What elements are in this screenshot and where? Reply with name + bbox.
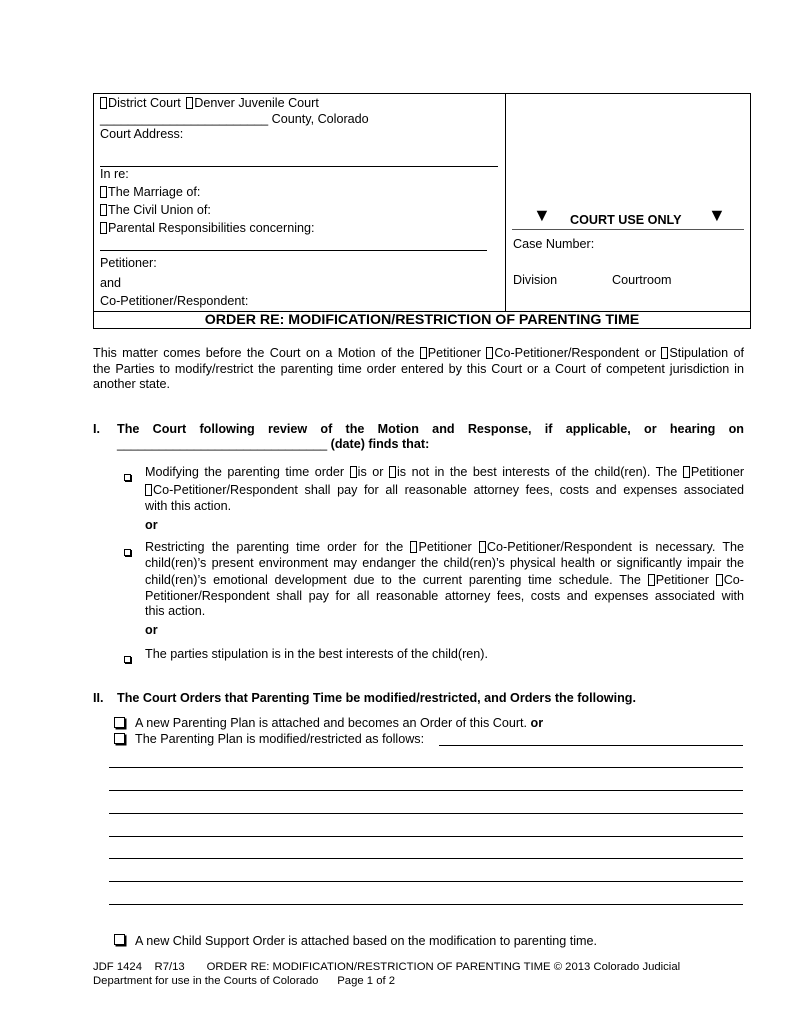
finding-2-text: Restricting the parenting time order for the	[145, 540, 404, 554]
finding-1-line-1	[145, 465, 744, 479]
case-number-label: Case Number:	[513, 237, 595, 251]
modification-line[interactable]	[109, 858, 743, 859]
new-plan-row	[135, 716, 543, 730]
child-support-checkbox[interactable]	[114, 934, 125, 945]
marriage-checkbox[interactable]	[100, 186, 107, 198]
petitioner-label: Petitioner:	[100, 256, 157, 270]
juvenile-court-checkbox[interactable]	[186, 97, 193, 109]
modification-line[interactable]	[109, 904, 743, 905]
finding-2-line-5: this action.	[145, 604, 206, 618]
footer-line-1: JDF 1424 R7/13 ORDER RE: MODIFICATION/RESTRICTION OF PARENTING TIME © 2013 Colorado Judicial	[93, 961, 681, 973]
modified-plan-label: The Parenting Plan is modified/restricted as follows:	[135, 732, 425, 746]
finding-1-is-checkbox[interactable]	[350, 466, 357, 478]
finding-2-text-b: child(ren)’s emotional development due to the current parenting time schedule. The	[145, 573, 641, 587]
finding-1-line-3: with this action.	[145, 499, 232, 513]
finding-1-isnot-label: is not in the best interests of the child(ren). The	[396, 465, 678, 479]
section-1-heading: The Court following review of the Motion and Response, if applicable, or hearing on	[117, 422, 744, 436]
section-1-number: I.	[93, 422, 100, 436]
or-separator: or	[145, 518, 158, 532]
date-label: (date) finds that:	[330, 437, 430, 451]
finding-2-co-b-label: Co-	[723, 573, 744, 587]
finding-2-petitioner-b-label: Petitioner	[655, 573, 709, 587]
finding-1-checkbox[interactable]	[124, 474, 131, 481]
intro-line-3: another state.	[93, 377, 171, 391]
county-row	[100, 112, 369, 126]
intro-stipulation-label: Stipulation of	[669, 346, 745, 360]
courtroom-label: Courtroom	[612, 273, 672, 287]
juvenile-court-label: Denver Juvenile Court	[194, 96, 319, 110]
new-plan-checkbox[interactable]	[114, 717, 125, 728]
intro-co-petitioner-label: Co-Petitioner/Respondent or	[494, 346, 656, 360]
footer-line-2: Department for use in the Courts of Colorado Page 1 of 2	[93, 975, 396, 987]
page-title: ORDER RE: MODIFICATION/RESTRICTION OF PARENTING TIME	[204, 312, 640, 328]
finding-3-checkbox[interactable]	[124, 656, 131, 663]
or-separator: or	[530, 716, 544, 730]
court-type-row	[100, 96, 319, 110]
finding-2-petitioner-label: Petitioner	[418, 540, 472, 554]
county-blank[interactable]: ________________________	[100, 112, 269, 126]
parental-row	[100, 221, 315, 235]
finding-1-line-2	[145, 483, 744, 497]
parental-label: Parental Responsibilities concerning:	[108, 221, 315, 235]
intro-petitioner-checkbox[interactable]	[420, 347, 427, 359]
modification-line[interactable]	[439, 745, 743, 746]
finding-1-isnot-checkbox[interactable]	[389, 466, 396, 478]
intro-stipulation-checkbox[interactable]	[661, 347, 668, 359]
marriage-label: The Marriage of:	[108, 185, 201, 199]
finding-2-line-3	[145, 573, 744, 587]
down-triangle-icon: ▼	[708, 205, 726, 225]
finding-1-co-text: Co-Petitioner/Respondent shall pay for all reasonable attorney fees, costs and expenses associated	[153, 483, 744, 497]
district-court-label: District Court	[108, 96, 181, 110]
finding-2-co-checkbox[interactable]	[479, 541, 486, 553]
modification-line[interactable]	[109, 790, 743, 791]
intro-co-petitioner-checkbox[interactable]	[486, 347, 493, 359]
modification-line[interactable]	[109, 767, 743, 768]
parental-checkbox[interactable]	[100, 222, 107, 234]
intro-petitioner-label: Petitioner	[427, 346, 481, 360]
division-label: Division	[513, 273, 558, 287]
section-1-date-row	[117, 437, 429, 451]
modification-line[interactable]	[109, 881, 743, 882]
civil-union-row	[100, 203, 211, 217]
or-separator: or	[145, 623, 158, 637]
finding-3-text: The parties stipulation is in the best interests of the child(ren).	[145, 647, 489, 661]
finding-2-line-2: child(ren)’s present environment may endanger the child(ren)’s physical health or significantly impair the	[145, 556, 744, 570]
intro-line-2: the Parties to modify/restrict the parenting time order entered by this Court or a Court of competent jurisdiction in	[93, 362, 744, 376]
finding-1-petitioner-checkbox[interactable]	[683, 466, 690, 478]
court-address-label: Court Address:	[100, 127, 184, 141]
finding-2-co-b-checkbox[interactable]	[716, 574, 723, 586]
court-use-only-label: COURT USE ONLY	[570, 213, 682, 227]
new-plan-label: A new Parenting Plan is attached and becomes an Order of this Court.	[135, 716, 528, 730]
intro-line-1	[93, 346, 744, 360]
finding-2-petitioner-checkbox[interactable]	[410, 541, 417, 553]
in-re-label: In re:	[100, 167, 129, 181]
civil-union-checkbox[interactable]	[100, 204, 107, 216]
finding-1-co-checkbox[interactable]	[145, 484, 152, 496]
down-triangle-icon: ▼	[533, 205, 551, 225]
section-2-heading: The Court Orders that Parenting Time be modified/restricted, and Orders the following.	[117, 691, 636, 705]
and-label: and	[100, 276, 122, 290]
court-address-line[interactable]	[100, 166, 498, 167]
intro-text: This matter comes before the Court on a Motion of the	[93, 346, 415, 360]
section-2-number: II.	[93, 691, 104, 705]
finding-1-text: Modifying the parenting time order	[145, 465, 345, 479]
finding-2-petitioner-b-checkbox[interactable]	[648, 574, 655, 586]
child-support-label: A new Child Support Order is attached based on the modification to parenting time.	[135, 934, 598, 948]
parties-line[interactable]	[100, 250, 487, 251]
civil-union-label: The Civil Union of:	[108, 203, 211, 217]
district-court-checkbox[interactable]	[100, 97, 107, 109]
finding-2-line-1	[145, 540, 744, 554]
finding-1-is-label: is or	[357, 465, 384, 479]
finding-2-co-label: Co-Petitioner/Respondent is necessary. The	[486, 540, 745, 554]
finding-2-checkbox[interactable]	[124, 549, 131, 556]
date-blank[interactable]: ______________________________	[117, 437, 328, 451]
modification-line[interactable]	[109, 813, 743, 814]
co-petitioner-label: Co-Petitioner/Respondent:	[100, 294, 249, 308]
modified-plan-checkbox[interactable]	[114, 733, 125, 744]
county-label: County, Colorado	[271, 112, 369, 126]
modification-line[interactable]	[109, 836, 743, 837]
finding-2-line-4: Petitioner/Respondent shall pay for all reasonable attorney fees, costs and expenses associated with	[145, 589, 744, 603]
finding-1-petitioner-label: Petitioner	[690, 465, 745, 479]
marriage-row	[100, 185, 200, 199]
